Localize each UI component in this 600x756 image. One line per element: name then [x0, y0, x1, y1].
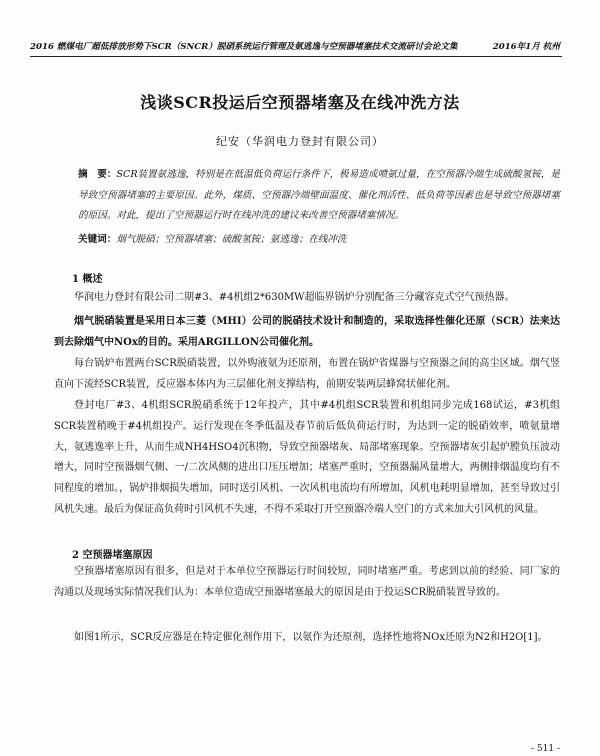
- abstract-label: 摘 要：: [78, 169, 117, 180]
- paragraph-3: 每台锅炉布置两台SCR脱硝装置，以外购液氨为还原剂，布置在锅炉省煤器与空预器之间的高尘区域。烟气竖直向下流经SCR装置，反应器本体内为三层催化剂支撑结构，前期安装两层蜂窝状催化剂。: [54, 358, 560, 390]
- header-divider: [30, 56, 562, 57]
- abstract: [78, 165, 560, 227]
- paragraph-5: 空预器堵塞原因有很多，但是对于本单位空预器运行时间较短，同时堵塞严重。考虑到以前的经验、同厂家的沟通以及现场实际情况我们认为：本单位造成空预器堵塞最大的原因是由于投运SCR脱硝装置导致的。: [54, 566, 560, 598]
- paper-title: 浅谈SCR投运后空预器堵塞及在线冲洗方法: [140, 93, 460, 112]
- author-line: 纪安（华润电力登封有限公司）: [216, 135, 384, 148]
- page-number: - 511 -: [531, 744, 560, 754]
- section-heading-overview: 1 概述: [72, 274, 103, 285]
- header-date: 2016年1月 杭州: [492, 42, 560, 52]
- section-heading-blockage-causes: 2 空预器堵塞原因: [72, 550, 153, 561]
- abstract-text: SCR装置氨逃逸，特别是在低温低负荷运行条件下，极易造成喷氨过量，在空预器冷端生成硫酸氢铵，是导致空预器堵塞的主要原因。此外，煤质、空预器冷端壁面温度、催化剂活性、低负荷等因素也是导致空预器堵塞的原因。对此，提出了空预器运行时在线冲洗的建议来改善空预器堵塞情况。: [78, 169, 560, 221]
- paragraph-1: 华润电力登封有限公司二期#3、#4机组2*630MW超临界锅炉分别配备三分藏容克式空气预热器。: [74, 292, 515, 303]
- keywords: [78, 232, 560, 248]
- paragraph-2: 烟气脱硝装置是采用日本三菱（MHI）公司的脱硝技术设计和制造的，采取选择性催化还原（SCR）法来达到去除烟气中NOx的目的。采用ARGILLON公司催化剂。: [54, 316, 560, 348]
- keywords-label: 关键词：: [78, 234, 117, 245]
- header-conference: 2016 燃煤电厂超低排放形势下SCR（SNCR）脱硝系统运行管理及氨逃逸与空预器堵塞技术交流研讨会论文集: [30, 42, 458, 52]
- paragraph-4: 登封电厂#3、4机组SCR脱硝系统于12年投产，其中#4机组SCR装置和机组同步完成168试运，#3机组SCR装置稍晚于#4机组投产。运行发现在冬季低温及春节前后低负荷运行时，为达到一定的脱硝效率，喷氨量增大，氨逃逸率上升，从而生成NH4HSO4沉积物，导致空预器堵灰、局部堵塞现象。空预器堵灰引起炉膛负压波动增大，同时空预器烟气侧、一/二次风侧的进出口压压增加；堵塞严重时，空预器漏风量增大，两侧排烟温度均有不同程度的增加。，锅炉排烟损失增加，同时送引风机、一次风机电流均有所增加，风机电耗明显增加，甚至导致过引风机失速。最后为保证高负荷时引风机不失速，不得不采取打开空预器冷端人空门的方式来加大引风机的风量。: [54, 400, 560, 515]
- paragraph-6: 如图1所示，SCR反应器是在特定催化剂作用下，以氨作为还原剂，选择性地将NOx还原为N2和H2O[1]。: [74, 632, 548, 643]
- keywords-text: 烟气脱硝；空预器堵塞；硫酸氢铵；氨逃逸；在线冲洗: [116, 234, 347, 245]
- running-header: [30, 40, 560, 52]
